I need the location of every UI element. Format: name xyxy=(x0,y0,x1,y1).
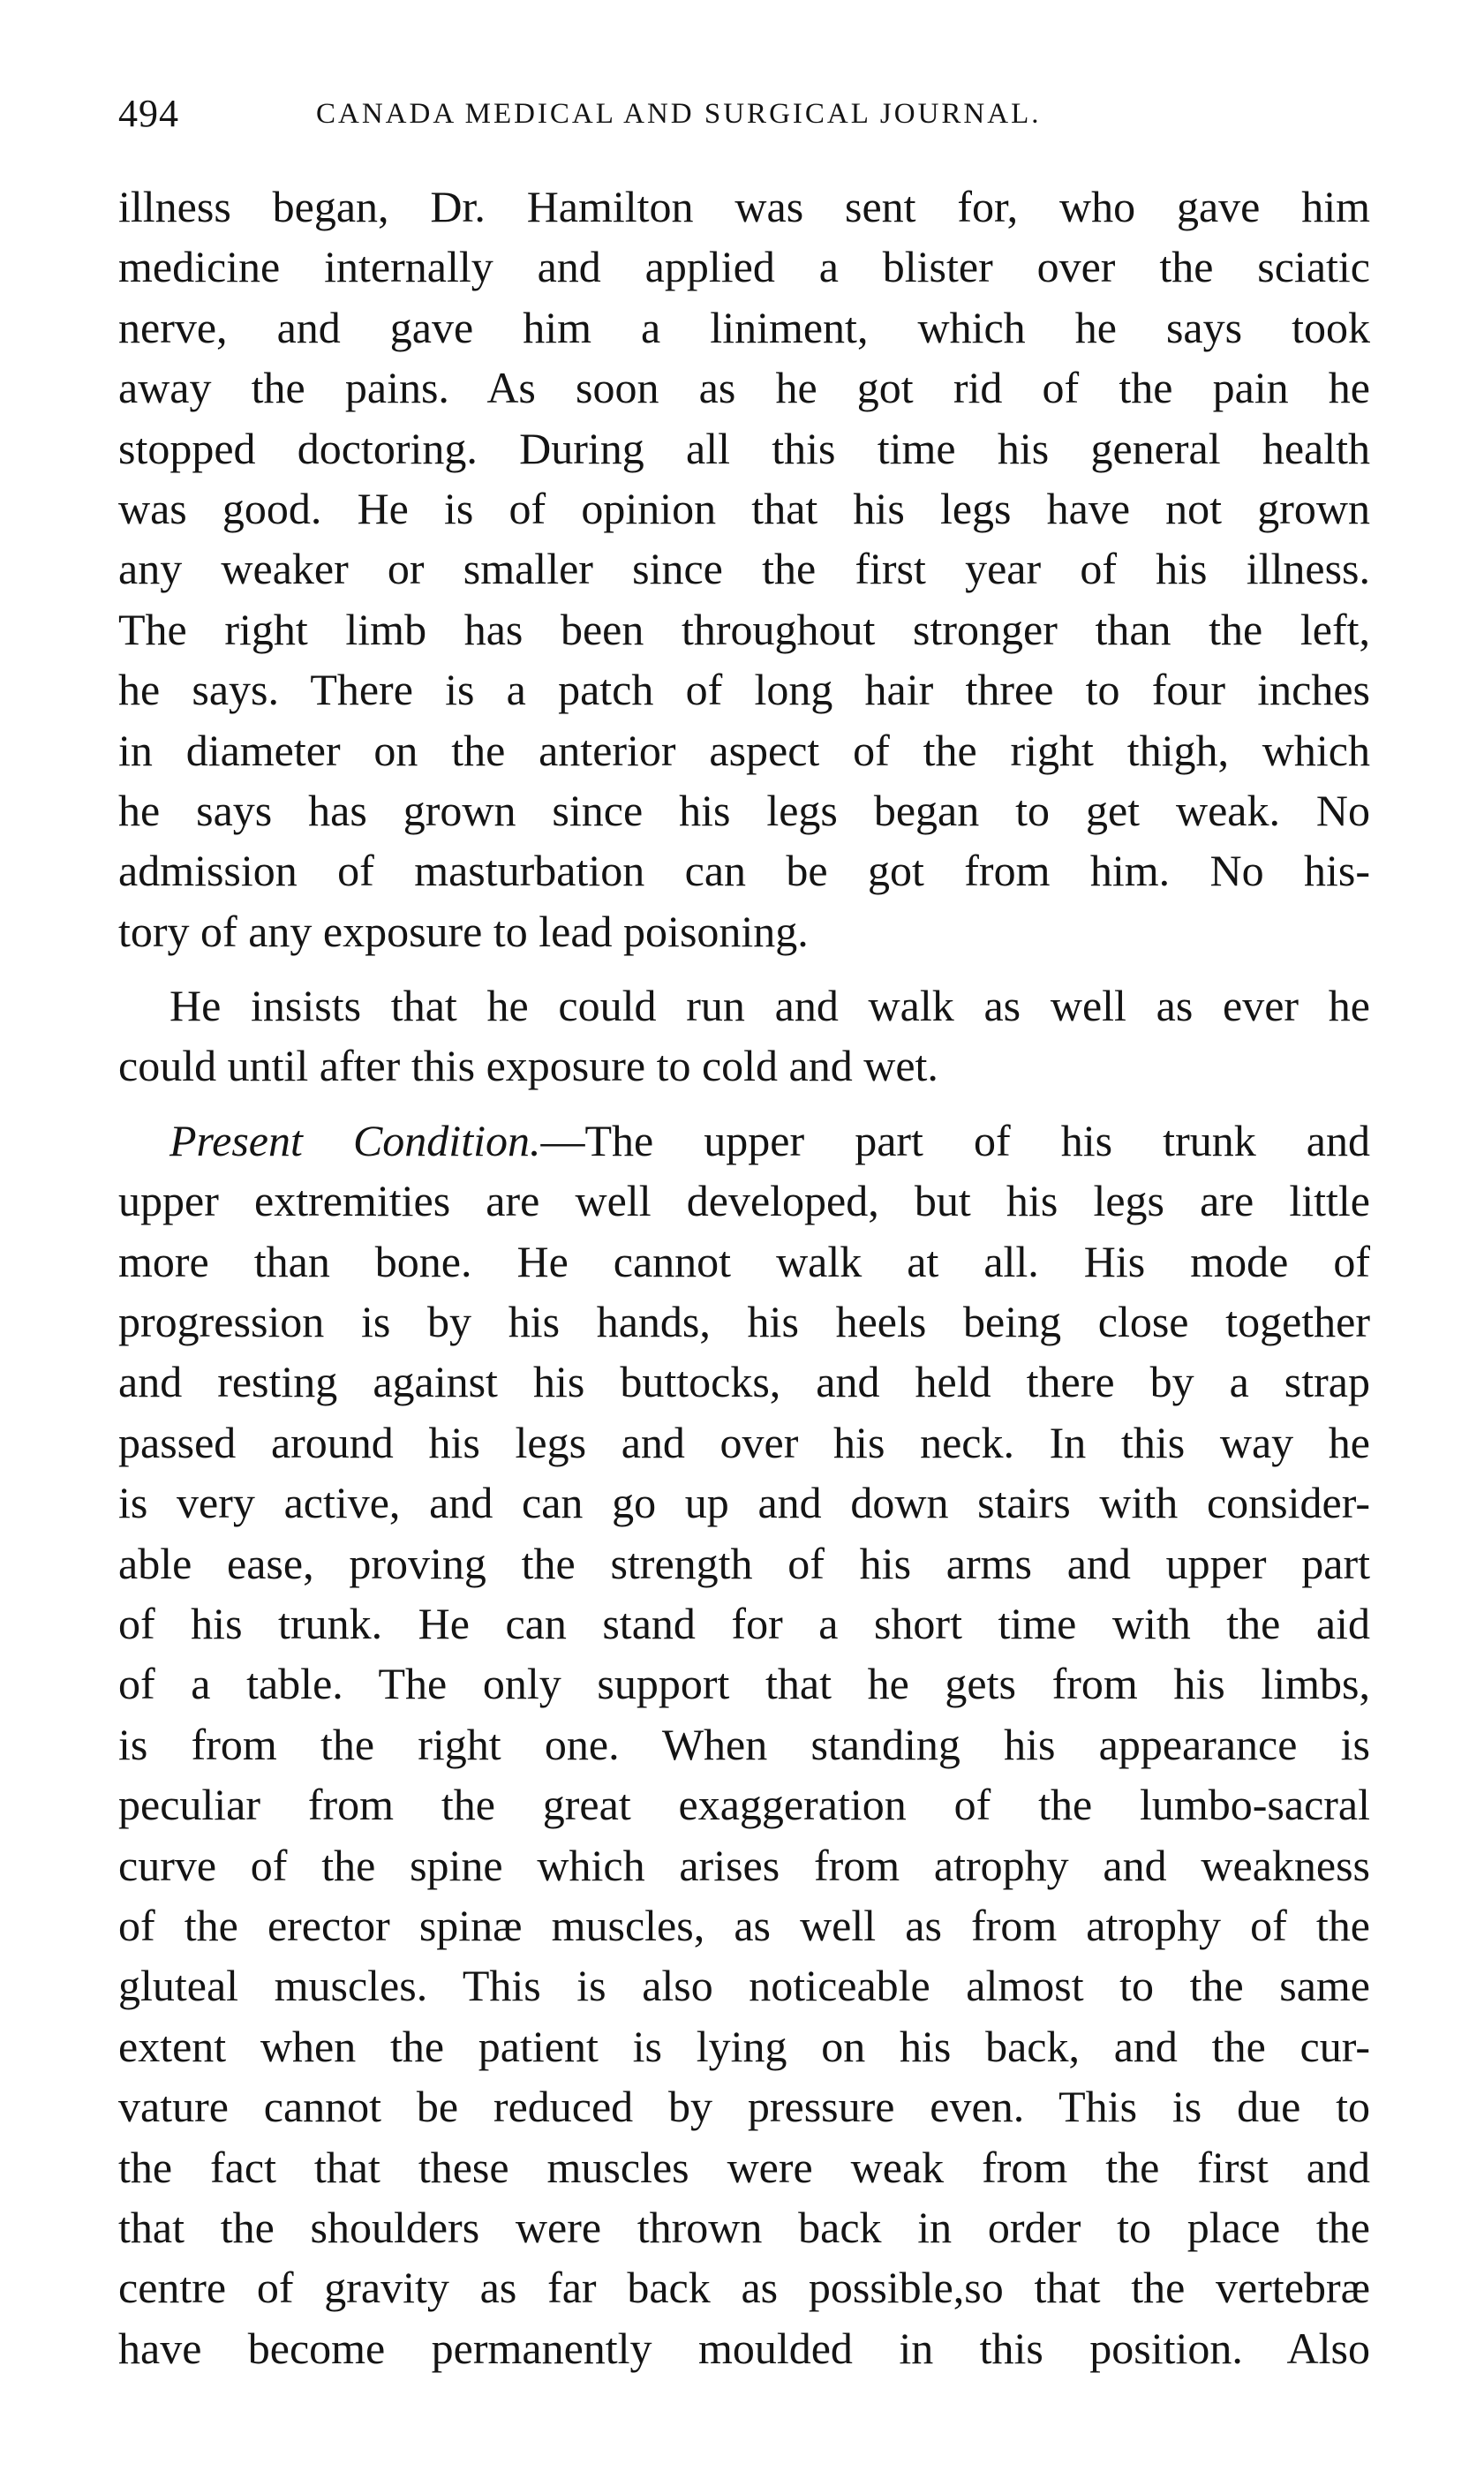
text-line: peculiar from the great exaggeration of the lumbo-sacral xyxy=(118,1780,1370,1830)
text-line: extent when the patient is lying on his back, and the cur- xyxy=(118,2021,1370,2071)
text-line: of the erector spinæ muscles, as well as from atrophy of the xyxy=(118,1900,1370,1950)
text-line: stopped doctoring. During all this time his general health xyxy=(118,423,1370,473)
text-line: away the pains. As soon as he got rid of the pain he xyxy=(118,363,1370,413)
text-line: medicine internally and applied a blister over the sciatic xyxy=(118,242,1370,292)
text-line: illness began, Dr. Hamilton was sent for, who gave him xyxy=(118,182,1370,231)
text-line: gluteal muscles. This is also noticeable almost to the same xyxy=(118,1961,1370,2011)
text-line: he says. There is a patch of long hair three to four inches xyxy=(118,665,1370,715)
paragraph-gap xyxy=(118,1096,1370,1111)
text-line: of his trunk. He can stand for a short time with the aid xyxy=(118,1598,1370,1648)
running-head: CANADA MEDICAL AND SURGICAL JOURNAL. xyxy=(316,98,1042,130)
page-header xyxy=(118,91,1372,144)
text-line: more than bone. He cannot walk at all. His mode of xyxy=(118,1236,1370,1286)
text-line: tory of any exposure to lead poisoning. xyxy=(118,906,809,956)
text-line: admission of masturbation can be got from him. No his- xyxy=(118,846,1370,896)
text-line-with-heading xyxy=(118,1111,1370,1171)
text-line: upper extremities are well developed, but his legs are little xyxy=(118,1176,1370,1226)
text-line: is from the right one. When standing his appearance is xyxy=(118,1719,1370,1769)
text-line: any weaker or smaller since the first year of his illness. xyxy=(118,544,1370,594)
text-line: curve of the spine which arises from atrophy and weakness xyxy=(118,1840,1370,1890)
text-line: vature cannot be reduced by pressure even. This is due to xyxy=(118,2082,1370,2132)
text-line: of a table. The only support that he gets from his limbs, xyxy=(118,1659,1370,1709)
text-line: was good. He is of opinion that his legs have not grown xyxy=(118,483,1370,533)
text-line: progression is by his hands, his heels being close together xyxy=(118,1297,1370,1347)
text-line: the fact that these muscles were weak from the first and xyxy=(118,2142,1370,2192)
paragraph-history xyxy=(118,177,1370,961)
text-fragment: —The upper part of his trunk and xyxy=(540,1115,1370,1165)
paragraph-insists xyxy=(118,976,1370,1096)
paragraph-gap xyxy=(118,961,1370,976)
paragraph-present-condition xyxy=(118,1111,1370,2378)
text-line: that the shoulders were thrown back in order to place the xyxy=(118,2202,1370,2252)
text-line: The right limb has been throughout stronger than the left, xyxy=(118,604,1370,654)
body-text xyxy=(118,177,1370,2378)
text-line: in diameter on the anterior aspect of the right thigh, which xyxy=(118,725,1370,775)
text-line: and resting against his buttocks, and held there by a strap xyxy=(118,1357,1370,1407)
text-line: centre of gravity as far back as possible,so that the vertebræ xyxy=(118,2263,1370,2313)
text-line: is very active, and can go up and down stairs with consider- xyxy=(118,1478,1370,1528)
text-line: he says has grown since his legs began to get weak. No xyxy=(118,785,1370,835)
section-heading: Present Condition. xyxy=(169,1115,541,1165)
text-line: could until after this exposure to cold and wet. xyxy=(118,1041,938,1091)
text-line: passed around his legs and over his neck. In this way he xyxy=(118,1417,1370,1467)
text-line: nerve, and gave him a liniment, which he says took xyxy=(118,302,1370,352)
text-line: have become permanently moulded in this position. Also xyxy=(118,2323,1370,2373)
text-line: able ease, proving the strength of his arms and upper part xyxy=(118,1538,1370,1588)
page-number: 494 xyxy=(118,92,179,135)
text-line: He insists that he could run and walk as well as ever he xyxy=(169,981,1370,1031)
